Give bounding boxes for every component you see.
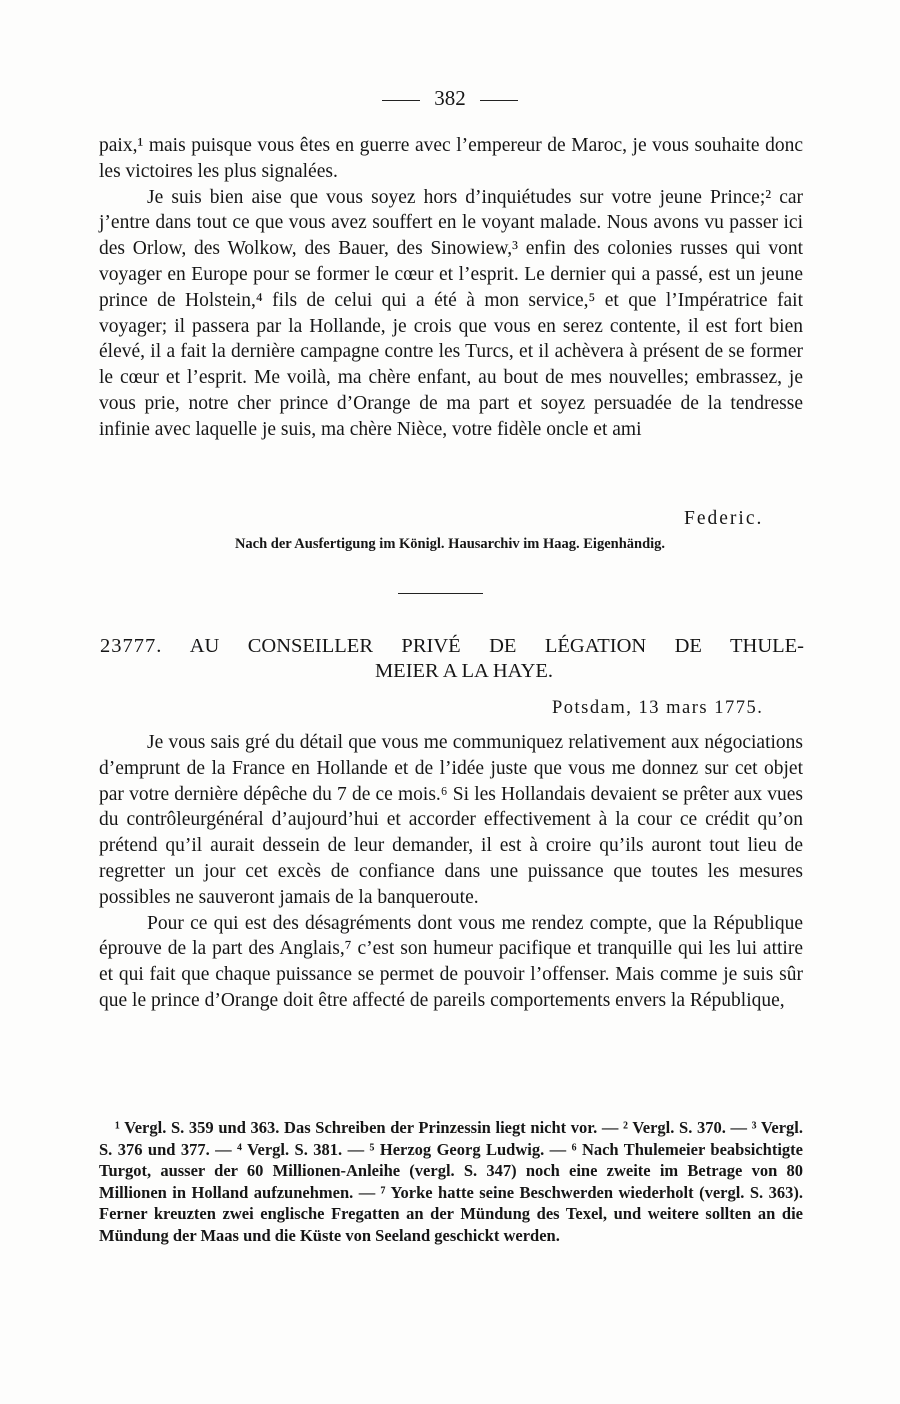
letter2-heading (100, 634, 804, 684)
letter2-number: 23777. (100, 635, 163, 657)
letter2-para2: Pour ce qui est des désagréments dont vous me rendez compte, que la République éprouve de la part des Anglais,⁷ c’est son humeur pacifique et tranquille qui les lui attire et qui fait que chaque puissance se permet de pouvoir l’offenser. Mais comme je suis sûr que le prince d’Orange doit être affecté de pareils comportements envers la République, (99, 912, 803, 1011)
page-number: 382 (434, 86, 466, 110)
letter1-signature: Federic. (684, 508, 764, 529)
header-dash-right (480, 100, 518, 101)
letter2-title-line1: AU CONSEILLER PRIVÉ DE LÉGATION DE THULE- (189, 635, 805, 657)
letter1-source-note: Nach der Ausfertigung im Königl. Hausarchiv im Haag. Eigenhändig. (234, 536, 666, 552)
letter1-para1: paix,¹ mais puisque vous êtes en guerre avec l’empereur de Maroc, je vous souhaite donc les victoires les plus signalées. (99, 135, 803, 182)
section-divider (398, 593, 483, 594)
footnotes-text: ¹ Vergl. S. 359 und 363. Das Schreiben der Prinzessin liegt nicht vor. — ² Vergl. S. 370. — ³ Vergl. S. 376 und 377. — ⁴ Vergl. S. 381. — ⁵ Herzog Georg Ludwig. — ⁶ Nach Thulemeier beabsichtigte Turgot, ausser der 60 Millionen-Anleihe (vergl. S. 347) noch eine zweite im Betrage von 80 Millionen in Holland aufzunehmen. — ⁷ Yorke hatte seine Beschwerden wiederholt (vergl. S. 363). Ferner kreuzten zwei englische Fregatten an der Mündung des Texel, und weitere sollten an die Mündung der Maas und die Küste von Seeland geschickt werden. (99, 1118, 803, 1245)
letter2-dateline: Potsdam, 13 mars 1775. (552, 698, 764, 718)
page-header (0, 86, 900, 111)
letter2-para1: Je vous sais gré du détail que vous me communiquez relativement aux négociations d’emprunt de la France en Hollande et de l’idée juste que vous me donnez sur cet objet par votre dernière dépêche du 7 de ce mois.⁶ Si les Hollandais devaient se prêter aux vues du contrôleurgénéral d’aujourd’hui et accorder effectivement à la cour ce crédit qu’on prétend qu’il aurait dessein de leur demander, il est à croire qu’ils auront tout lieu de regretter un jour cet excès de confiance dans une puissance que toutes les mesures possibles ne sauveront jamais de la banqueroute. (99, 732, 803, 908)
footnotes (99, 1117, 803, 1246)
letter2-body (99, 730, 803, 1014)
letter1-para2: Je suis bien aise que vous soyez hors d’inquiétudes sur votre jeune Prince;² car j’entre dans tout ce que vous avez souffert en le voyant malade. Nous avons vu passer ici des Orlow, des Wolkow, des Bauer, des Sinowiew,³ enfin des colonies russes qui vont voyager en Europe pour se former le cœur et l’esprit. Le dernier qui a passé, est un jeune prince de Holstein,⁴ fils de celui qui a été à mon service,⁵ et que l’Impératrice fait voyager; il passera par la Hollande, je crois que vous en serez contente, il est fort bien élevé, il a fait la dernière campagne contre les Turcs, et il achèvera à présent de se former le cœur et l’esprit. Me voilà, ma chère enfant, au bout de mes nouvelles; embrassez, je vous prie, notre cher prince d’Orange de ma part et soyez persuadée de la tendresse infinie avec laquelle je suis, ma chère Nièce, votre fidèle oncle et ami (99, 186, 803, 440)
letter2-heading-line1 (100, 634, 804, 659)
letter2-title-line2: MEIER A LA HAYE. (374, 660, 554, 682)
header-dash-left (382, 100, 420, 101)
letter1-body (99, 133, 803, 443)
